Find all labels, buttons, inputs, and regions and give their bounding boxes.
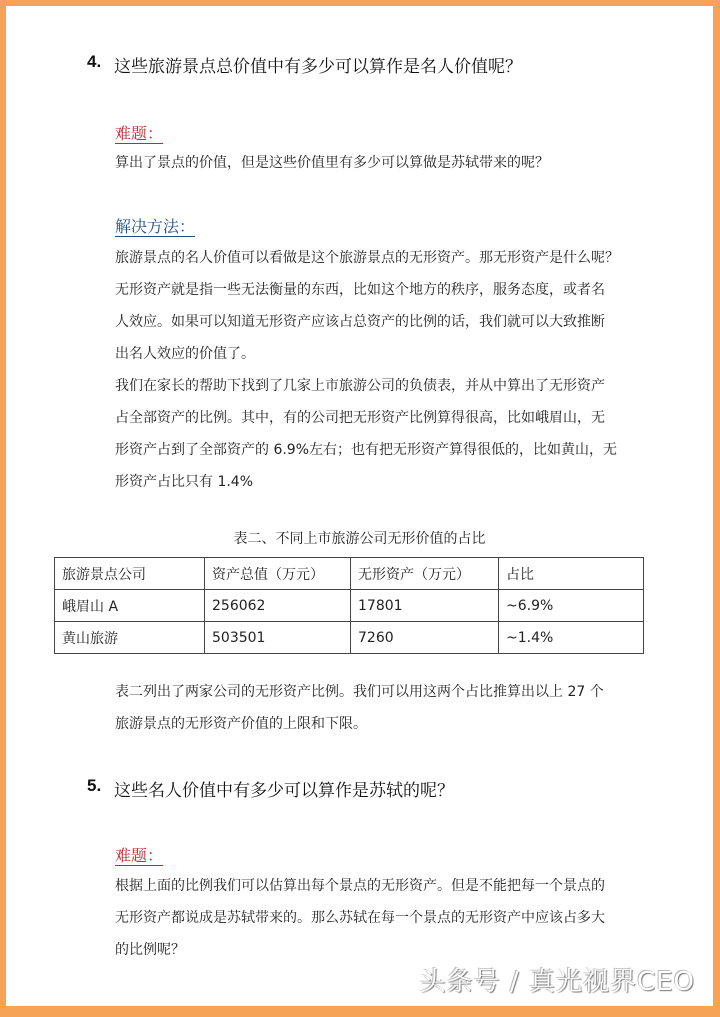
text-line: 占全部资产的比例。其中，有的公司把无形资产比例算得很高，比如峨眉山，无 bbox=[115, 410, 605, 426]
intangible-asset-table bbox=[54, 557, 644, 654]
section-number: 4. bbox=[87, 52, 102, 71]
header-cell: 占比 bbox=[499, 558, 644, 590]
table-cell: 256062 bbox=[205, 590, 351, 622]
table-cell: 17801 bbox=[351, 590, 499, 622]
text-line: 形资产占到了全部资产的 6.9%左右；也有把无形资产算得很低的，比如黄山，无 bbox=[115, 442, 618, 458]
text-line: 无形资产都说成是苏轼带来的。那么苏轼在每一个景点的无形资产中应该占多大 bbox=[115, 910, 605, 926]
text-line: 我们在家长的帮助下找到了几家上市旅游公司的负债表，并从中算出了无形资产 bbox=[115, 378, 605, 394]
watermark: 头条号 / 真光视界CEO bbox=[419, 967, 695, 997]
section-5-heading bbox=[87, 776, 454, 801]
text-line: 根据上面的比例我们可以估算出每个景点的无形资产。但是不能把每一个景点的 bbox=[115, 878, 605, 894]
text-line: 无形资产就是指一些无法衡量的东西，比如这个地方的秩序，服务态度，或者名 bbox=[115, 282, 605, 298]
problem-text: 算出了景点的价值，但是这些价值里有多少可以算做是苏轼带来的呢？ bbox=[115, 155, 549, 171]
section-4-heading bbox=[87, 52, 522, 77]
table-row bbox=[55, 590, 644, 622]
method-paragraph bbox=[115, 242, 685, 498]
table-cell: 黄山旅游 bbox=[55, 622, 205, 654]
problem-label: 难题： bbox=[115, 846, 164, 865]
table-cell: ~6.9% bbox=[499, 590, 644, 622]
table-row bbox=[55, 622, 644, 654]
method-label: 解决方法： bbox=[115, 217, 196, 236]
text-line: 的比例呢？ bbox=[115, 942, 185, 958]
table-cell: 峨眉山 A bbox=[55, 590, 205, 622]
text-line: 形资产占比只有 1.4% bbox=[115, 474, 254, 490]
text-line: 旅游景点的名人价值可以看做是这个旅游景点的无形资产。那无形资产是什么呢？ bbox=[115, 250, 619, 266]
section-title: 这些名人价值中有多少可以算作是苏轼的呢？ bbox=[114, 781, 454, 801]
header-cell: 旅游景点公司 bbox=[55, 558, 205, 590]
header-cell: 资产总值（万元） bbox=[205, 558, 351, 590]
text-line: 人效应。如果可以知道无形资产应该占总资产的比例的话，我们就可以大致推断 bbox=[115, 314, 605, 330]
document-page bbox=[6, 6, 713, 1006]
text-line: 旅游景点的无形资产价值的上限和下限。 bbox=[115, 716, 367, 732]
section-number: 5. bbox=[87, 776, 102, 795]
table-cell: 503501 bbox=[205, 622, 351, 654]
text-line: 表二列出了两家公司的无形资产比例。我们可以用这两个占比推算出以上 27 个 bbox=[115, 684, 604, 700]
table-cell: ~1.4% bbox=[499, 622, 644, 654]
table-caption: 表二、不同上市旅游公司无形价值的占比 bbox=[233, 531, 486, 547]
problem-label: 难题： bbox=[115, 124, 164, 143]
header-cell: 无形资产（万元） bbox=[351, 558, 499, 590]
table-header-row bbox=[55, 558, 644, 590]
table-cell: 7260 bbox=[351, 622, 499, 654]
problem-paragraph bbox=[115, 870, 685, 966]
text-line: 出名人效应的价值了。 bbox=[115, 346, 255, 362]
after-table-paragraph bbox=[115, 676, 685, 740]
section-title: 这些旅游景点总价值中有多少可以算作是名人价值呢？ bbox=[114, 57, 522, 77]
